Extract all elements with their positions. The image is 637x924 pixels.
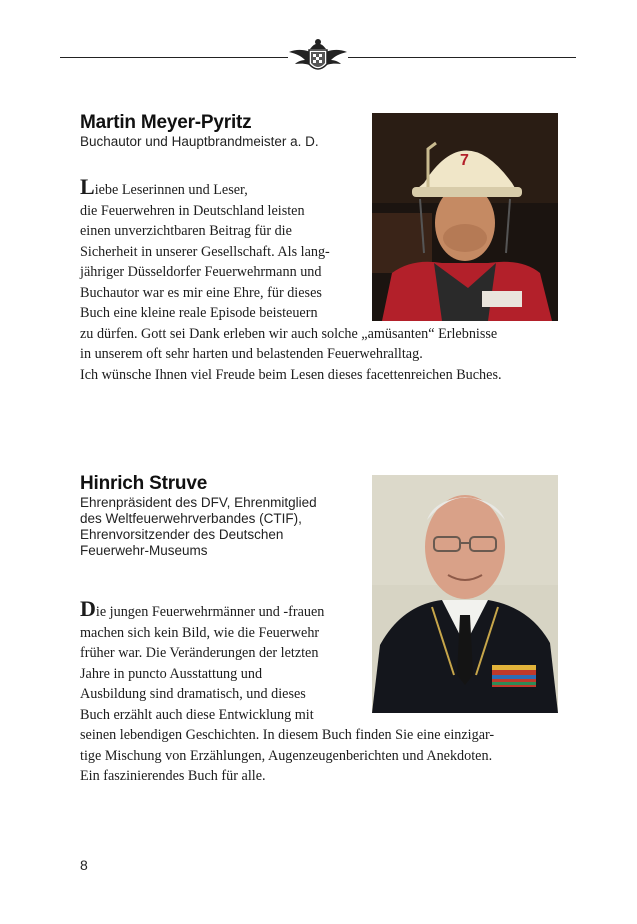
body-line: Buch erzählt auch diese Entwicklung mit [80,706,314,723]
author-role: des Weltfeuerwehrverbandes (CTIF), [80,511,302,526]
body-line: Buch eine kleine reale Episode beisteuern [80,305,318,321]
drop-cap: D [80,596,96,621]
body-line: Ein faszinierendes Buch für alle. [80,768,266,784]
author-name: Martin Meyer-Pyritz [80,112,252,133]
author-name: Hinrich Struve [80,473,208,494]
svg-text:7: 7 [460,152,469,169]
body-line: seinen lebendigen Geschichten. In diesem Buch finden Sie eine einzigar- [80,727,495,743]
drop-cap: L [80,174,95,199]
header-rule-right [348,57,576,58]
author-text-2 [80,596,495,787]
body-line: tige Mischung von Erzählungen, Augenzeugenberichten und Anekdoten. [80,747,493,764]
body-line: Die jungen Feuerwehrmänner und -frauen [80,596,325,621]
body-line: jähriger Düsseldorfer Feuerwehrmann und [80,264,322,280]
body-line: Buchautor war es mir eine Ehre, für dieses [80,284,322,301]
author-role: Ehrenvorsitzender des Deutschen [80,527,284,542]
body-line: Liebe Leserinnen und Leser, [80,174,248,199]
author-role: Buchautor und Hauptbrandmeister a. D. [80,134,319,149]
body-line: Sicherheit in unserer Gesellschaft. Als lang- [80,243,330,260]
author-text-1 [80,174,502,385]
author-role: Ehrenpräsident des DFV, Ehrenmitglied [80,495,317,510]
body-line: einen unverzichtbaren Beitrag für die [80,223,292,239]
body-line: die Feuerwehren in Deutschland leisten [80,202,305,219]
body-line: in unserem oft sehr harten und belastenden Feuerwehralltag. [80,346,423,362]
header-rule-left [60,57,288,58]
body-line: früher war. Die Veränderungen der letzten [80,645,319,661]
page-number: 8 [80,857,88,873]
body-line: Ich wünsche Ihnen viel Freude beim Lesen dieses facettenreichen Buches. [80,366,502,383]
body-line: Jahre in puncto Ausstattung und [80,665,263,682]
author-role: Feuerwehr-Museums [80,543,208,558]
body-line: zu dürfen. Gott sei Dank erleben wir auch solche „amüsanten“ Erlebnisse [80,325,498,342]
firefighter-winged-emblem-icon [287,36,349,76]
body-line: Ausbildung sind dramatisch, und dieses [80,686,306,702]
body-line: machen sich kein Bild, wie die Feuerwehr [80,624,320,641]
